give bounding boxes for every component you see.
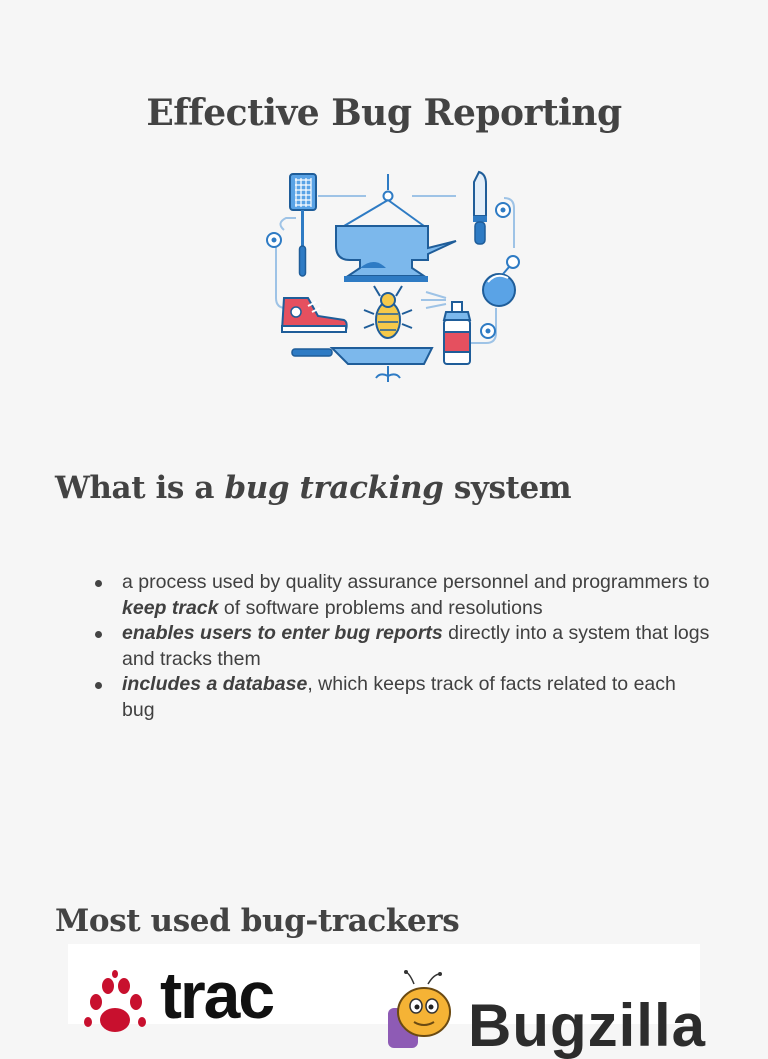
bullet-text: , which keeps track of facts related to each bug — [122, 673, 676, 721]
bullet-text: of software problems and resolutions — [218, 596, 543, 619]
bullet-bold-text: enables users to enter bug reports — [122, 622, 443, 644]
page-title: Effective Bug Reporting — [146, 92, 622, 134]
bullet-text: a process used by quality assurance personnel and programmers to — [122, 571, 710, 593]
bugzilla-logo-text: Bugzilla — [468, 992, 707, 1059]
bullet-bold-text: keep track — [122, 596, 219, 619]
bullet-dot — [95, 682, 102, 689]
bullet-text: directly into a system that logs and tracks them — [122, 622, 710, 670]
bullet-bold-text: includes a database — [122, 673, 308, 695]
bullet-dot — [95, 631, 102, 638]
bullet-dot — [95, 580, 102, 587]
section-heading-bug-tracking — [55, 470, 571, 506]
bug-tools-illustration-icon — [256, 168, 526, 390]
heading-suffix: system — [443, 470, 572, 506]
section-heading-bug-trackers: Most used bug-trackers — [55, 903, 460, 939]
bug-tracker-logos — [68, 944, 707, 1059]
list-item — [92, 672, 712, 723]
heading-prefix: What is a — [55, 470, 225, 506]
bullet-list — [92, 570, 712, 723]
hero-illustration — [256, 168, 526, 390]
list-item — [92, 621, 712, 672]
paw-print-icon — [82, 968, 148, 1048]
bugzilla-ant-icon — [384, 970, 474, 1050]
trac-logo-text: trac — [160, 958, 274, 1032]
heading-emphasis: bug tracking — [224, 470, 444, 506]
list-item — [92, 570, 712, 621]
